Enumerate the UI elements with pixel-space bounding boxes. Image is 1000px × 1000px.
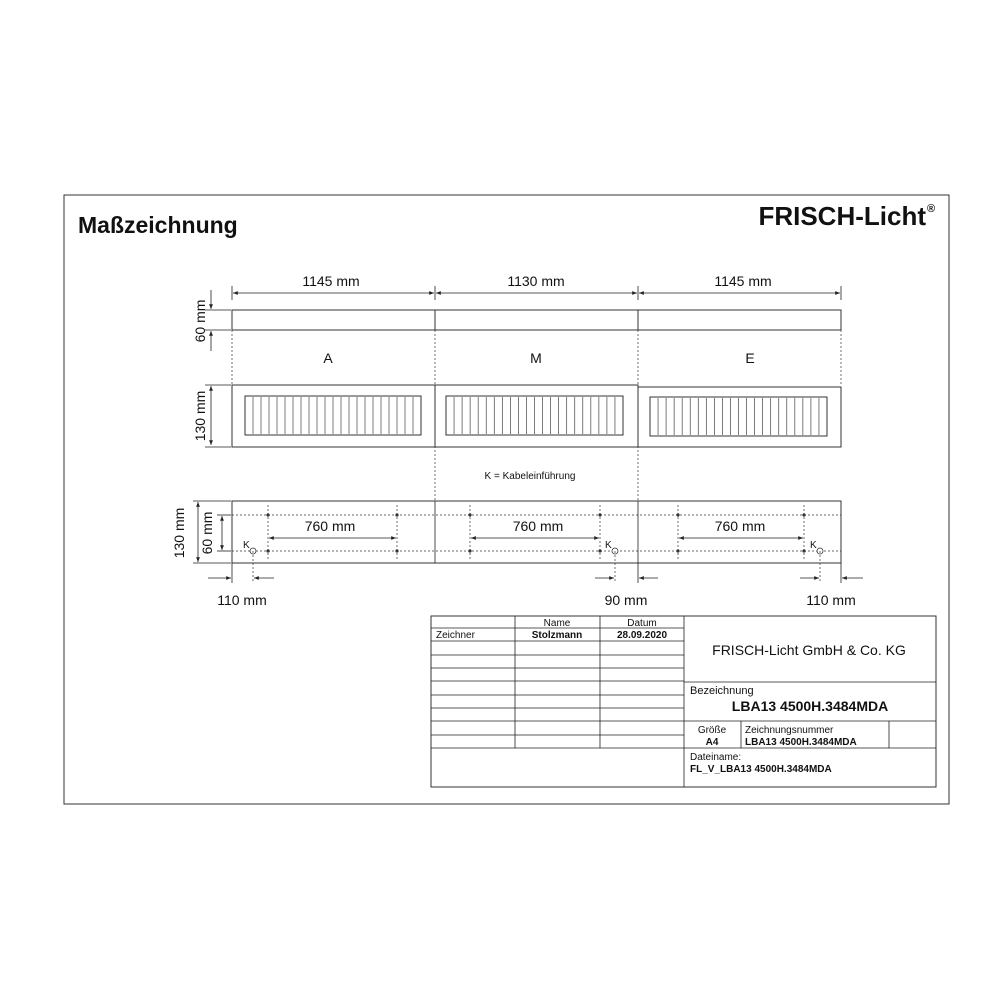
top-view-module-e	[638, 310, 841, 330]
height-side-inner-label: 60 mm	[199, 511, 215, 555]
k-mark-m: K	[605, 540, 612, 551]
module-label-m: M	[530, 350, 542, 366]
size-value: A4	[705, 737, 719, 748]
designation-value: LBA13 4500H.3484MDA	[731, 698, 889, 714]
height-side-label: 130 mm	[171, 507, 187, 559]
offset-dimensions	[208, 563, 863, 608]
hole-spacing-label-a: 760 mm	[304, 518, 356, 534]
k-mark-e: K	[810, 540, 817, 551]
cable-entry-note: K = Kabeleinführung	[484, 471, 576, 482]
drafter-name: Stolzmann	[531, 630, 583, 641]
offset-mid-label: 90 mm	[604, 592, 648, 608]
module-label-a: A	[323, 350, 333, 366]
col-header-date: Datum	[627, 618, 657, 629]
offset-left-label: 110 mm	[217, 592, 267, 608]
width-dimensions	[232, 273, 841, 300]
hole-spacing-label-e: 760 mm	[714, 518, 766, 534]
company-name: FRISCH-Licht GmbH & Co. KG	[712, 642, 906, 658]
height-top-label: 60 mm	[192, 299, 208, 343]
brand-name: FRISCH-Licht	[758, 201, 926, 231]
title-block	[431, 616, 936, 787]
k-mark-a: K	[243, 540, 250, 551]
designation-label: Bezeichnung	[690, 685, 754, 697]
width-label-e: 1145 mm	[714, 273, 772, 289]
drawing-number-value: LBA13 4500H.3484MDA	[745, 737, 857, 748]
drawing-number-label: Zeichnungsnummer	[745, 725, 834, 736]
width-label-a: 1145 mm	[302, 273, 360, 289]
filename-label: Dateiname:	[690, 752, 742, 763]
filename-value: FL_V_LBA13 4500H.3484MDA	[690, 764, 832, 775]
height-front-label: 130 mm	[192, 390, 208, 442]
drafter-date: 28.09.2020	[616, 630, 668, 641]
offset-right-label: 110 mm	[806, 592, 856, 608]
top-view	[192, 290, 841, 351]
width-label-m: 1130 mm	[507, 273, 565, 289]
page-title: Maßzeichnung	[78, 212, 238, 238]
front-view	[192, 385, 841, 447]
col-header-name: Name	[543, 618, 571, 629]
size-label: Größe	[697, 725, 727, 736]
hole-spacing-label-m: 760 mm	[512, 518, 564, 534]
top-view-module-a	[232, 310, 435, 330]
bottom-view	[171, 501, 841, 583]
top-view-module-m	[435, 310, 638, 330]
brand-registered-mark: ®	[927, 203, 936, 215]
brand-logo	[758, 201, 935, 231]
module-label-e: E	[745, 350, 755, 366]
drafter-row-label: Zeichner	[436, 630, 475, 641]
